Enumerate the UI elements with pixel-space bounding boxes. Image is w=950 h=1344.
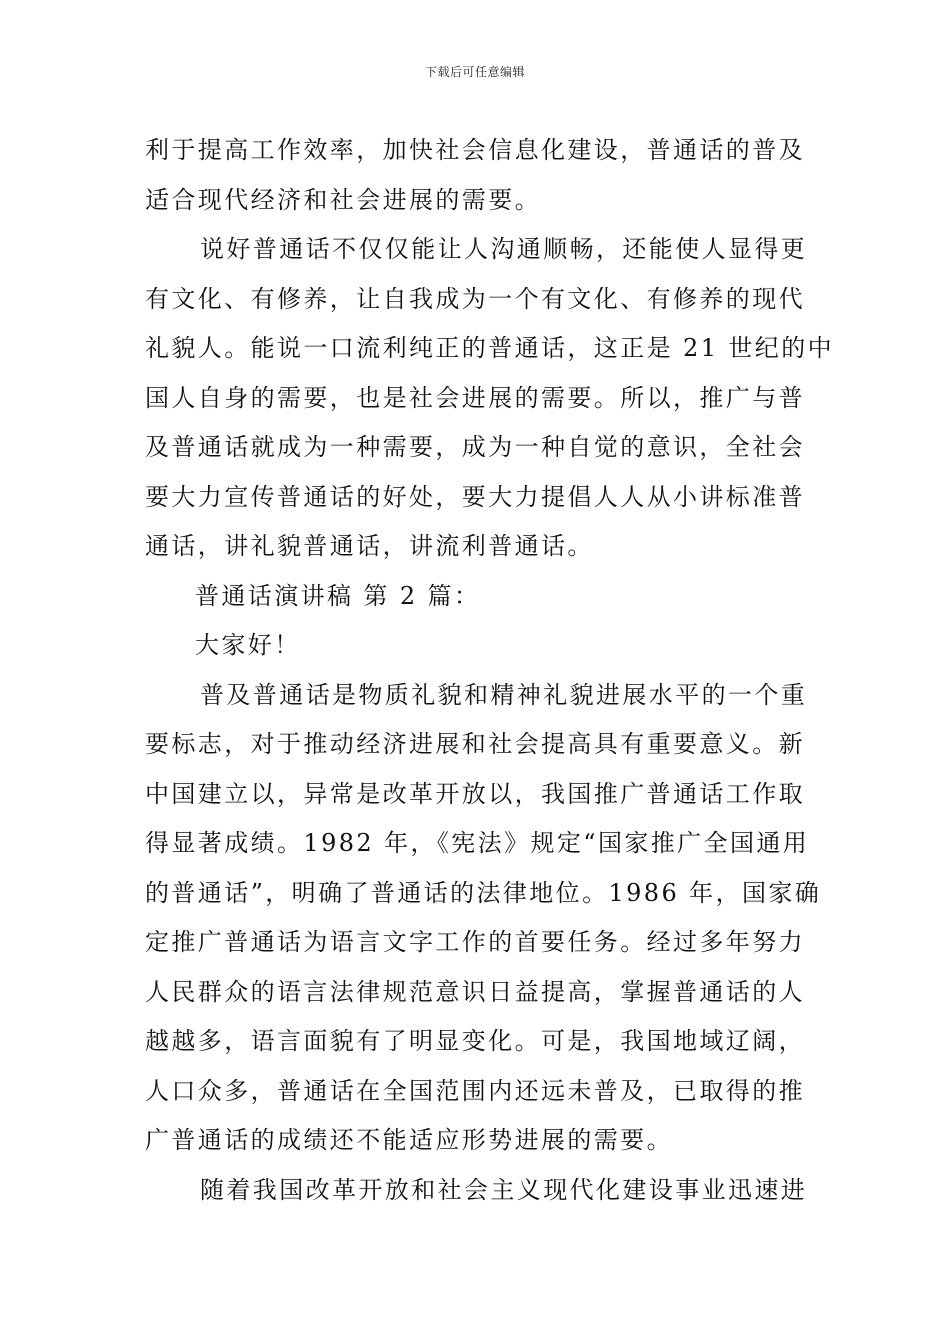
- document-body: [145, 126, 834, 1215]
- text-line: 人民群众的语言法律规范意识日益提高，掌握普通话的人: [145, 977, 805, 1006]
- text-line: 人口众多，普通话在全国范围内还远未普及，已取得的推: [145, 1076, 805, 1105]
- text-line: 要标志，对于推动经济进展和社会提高具有重要意义。新: [145, 730, 805, 758]
- text-line: 通话，讲礼貌普通话，讲流利普通话。: [145, 532, 594, 560]
- text-line: 国人自身的需要，也是社会进展的需要。所以，推广与普: [145, 383, 805, 412]
- text-line: 定推广普通话为语言文字工作的首要任务。经过多年努力: [145, 928, 805, 956]
- text-line: 越越多，语言面貌有了明显变化。可是，我国地域辽阔，: [145, 1027, 805, 1055]
- text-line: 广普通话的成绩还不能适应形势进展的需要。: [145, 1126, 673, 1154]
- text-line: 利于提高工作效率，加快社会信息化建设，普通话的普及: [145, 136, 805, 164]
- text-line: 的普通话”，明确了普通话的法律地位。1986 年，国家确: [145, 878, 822, 907]
- text-line: 中国建立以，异常是改革开放以，我国推广普通话工作取: [145, 779, 805, 808]
- paragraph-start: 说好普通话不仅仅能让人沟通顺畅，还能使人显得更: [200, 235, 808, 263]
- text-line: 及普通话就成为一种需要，成为一种自觉的意识，全社会: [145, 433, 805, 461]
- text-line: 适合现代经济和社会进展的需要。: [145, 185, 541, 214]
- text-line: 要大力宣传普通话的好处，要大力提倡人人从小讲标准普: [145, 482, 805, 511]
- paragraph-start: 普及普通话是物质礼貌和精神礼貌进展水平的一个重: [200, 680, 808, 709]
- greeting: 大家好！: [195, 631, 301, 659]
- page-header: 下载后可任意编辑: [424, 65, 525, 79]
- text-line: 礼貌人。能说一口流利纯正的普通话，这正是 21 世纪的中: [145, 334, 834, 362]
- text-line: 有文化、有修养，让自我成为一个有文化、有修养的现代: [145, 284, 805, 313]
- text-line: 得显著成绩。1982 年，《宪法》规定“国家推广全国通用: [145, 829, 810, 857]
- paragraph-start: 随着我国改革开放和社会主义现代化建设事业迅速进: [200, 1175, 808, 1204]
- section-heading: 普通话演讲稿 第 2 篇：: [195, 581, 481, 610]
